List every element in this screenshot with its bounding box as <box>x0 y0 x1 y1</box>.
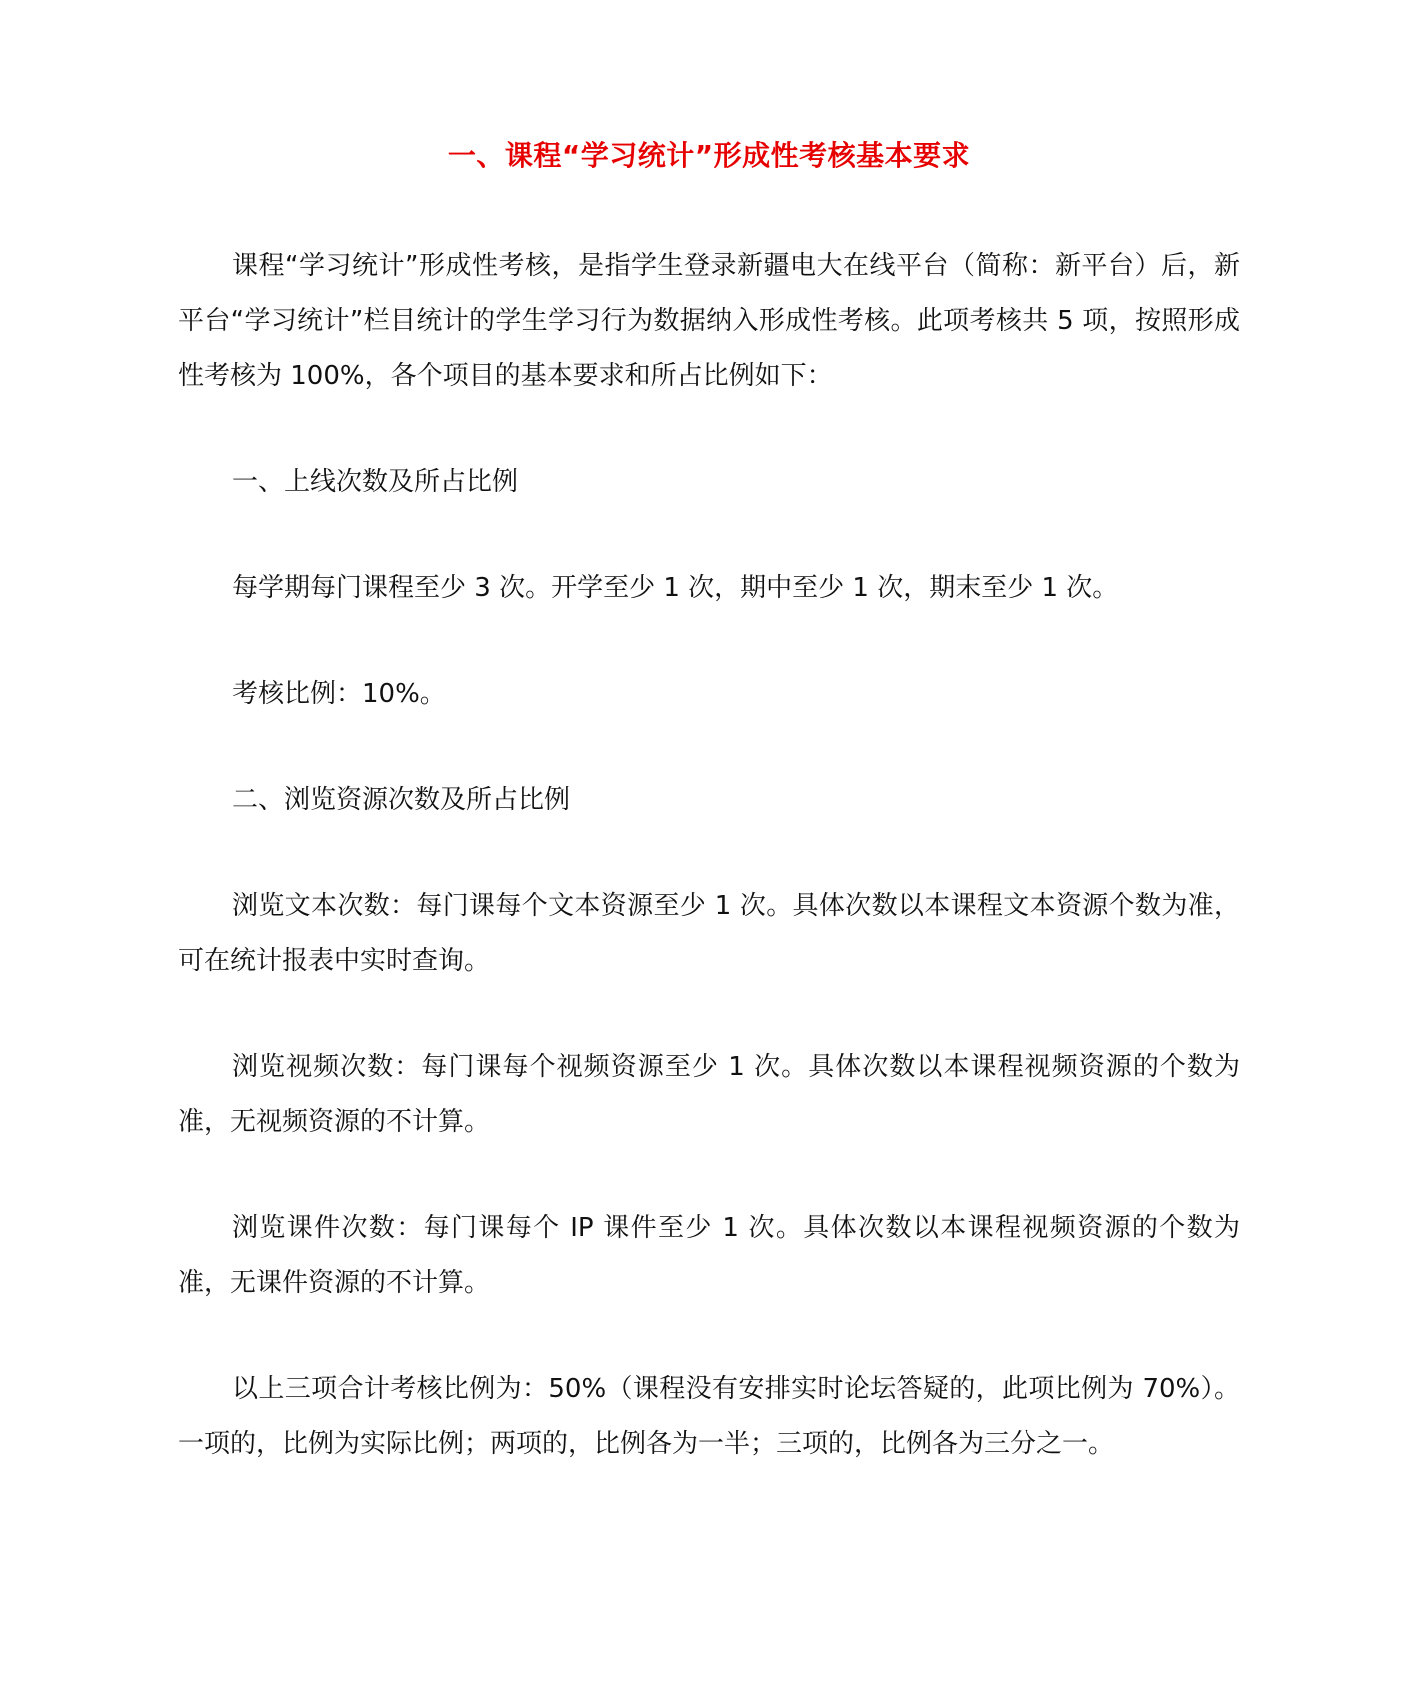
browse-video-requirement: 浏览视频次数：每门课每个视频资源至少 1 次。具体次数以本课程视频资源的个数为准，无视频资源的不计算。 <box>178 1052 1240 1137</box>
combined-ratio-paragraph: 以上三项合计考核比例为：50%（课程没有安排实时论坛答疑的，此项比例为 70%）。一项的，比例为实际比例；两项的，比例各为一半；三项的，比例各为三分之一。 <box>178 1374 1240 1459</box>
browse-courseware-requirement: 浏览课件次数：每门课每个 IP 课件至少 1 次。具体次数以本课程视频资源的个数为准，无课件资源的不计算。 <box>178 1213 1240 1298</box>
online-count-ratio: 考核比例：10%。 <box>232 679 446 709</box>
document-title: 一、课程“学习统计”形成性考核基本要求 <box>447 139 971 172</box>
section-heading-browse-resources: 二、浏览资源次数及所占比例 <box>232 785 571 815</box>
intro-paragraph: 课程“学习统计”形成性考核，是指学生登录新疆电大在线平台（简称：新平台）后，新平台“学习统计”栏目统计的学生学习行为数据纳入形成性考核。此项考核共 5 项，按照形成性考核为 100%，各个项目的基本要求和所占比例如下： <box>178 251 1240 391</box>
document-body <box>178 239 1240 1472</box>
section-heading-online-count: 一、上线次数及所占比例 <box>232 467 519 497</box>
online-count-requirement: 每学期每门课程至少 3 次。开学至少 1 次，期中至少 1 次，期末至少 1 次。 <box>232 573 1119 603</box>
browse-text-requirement: 浏览文本次数：每门课每个文本资源至少 1 次。具体次数以本课程文本资源个数为准，可在统计报表中实时查询。 <box>178 891 1240 976</box>
